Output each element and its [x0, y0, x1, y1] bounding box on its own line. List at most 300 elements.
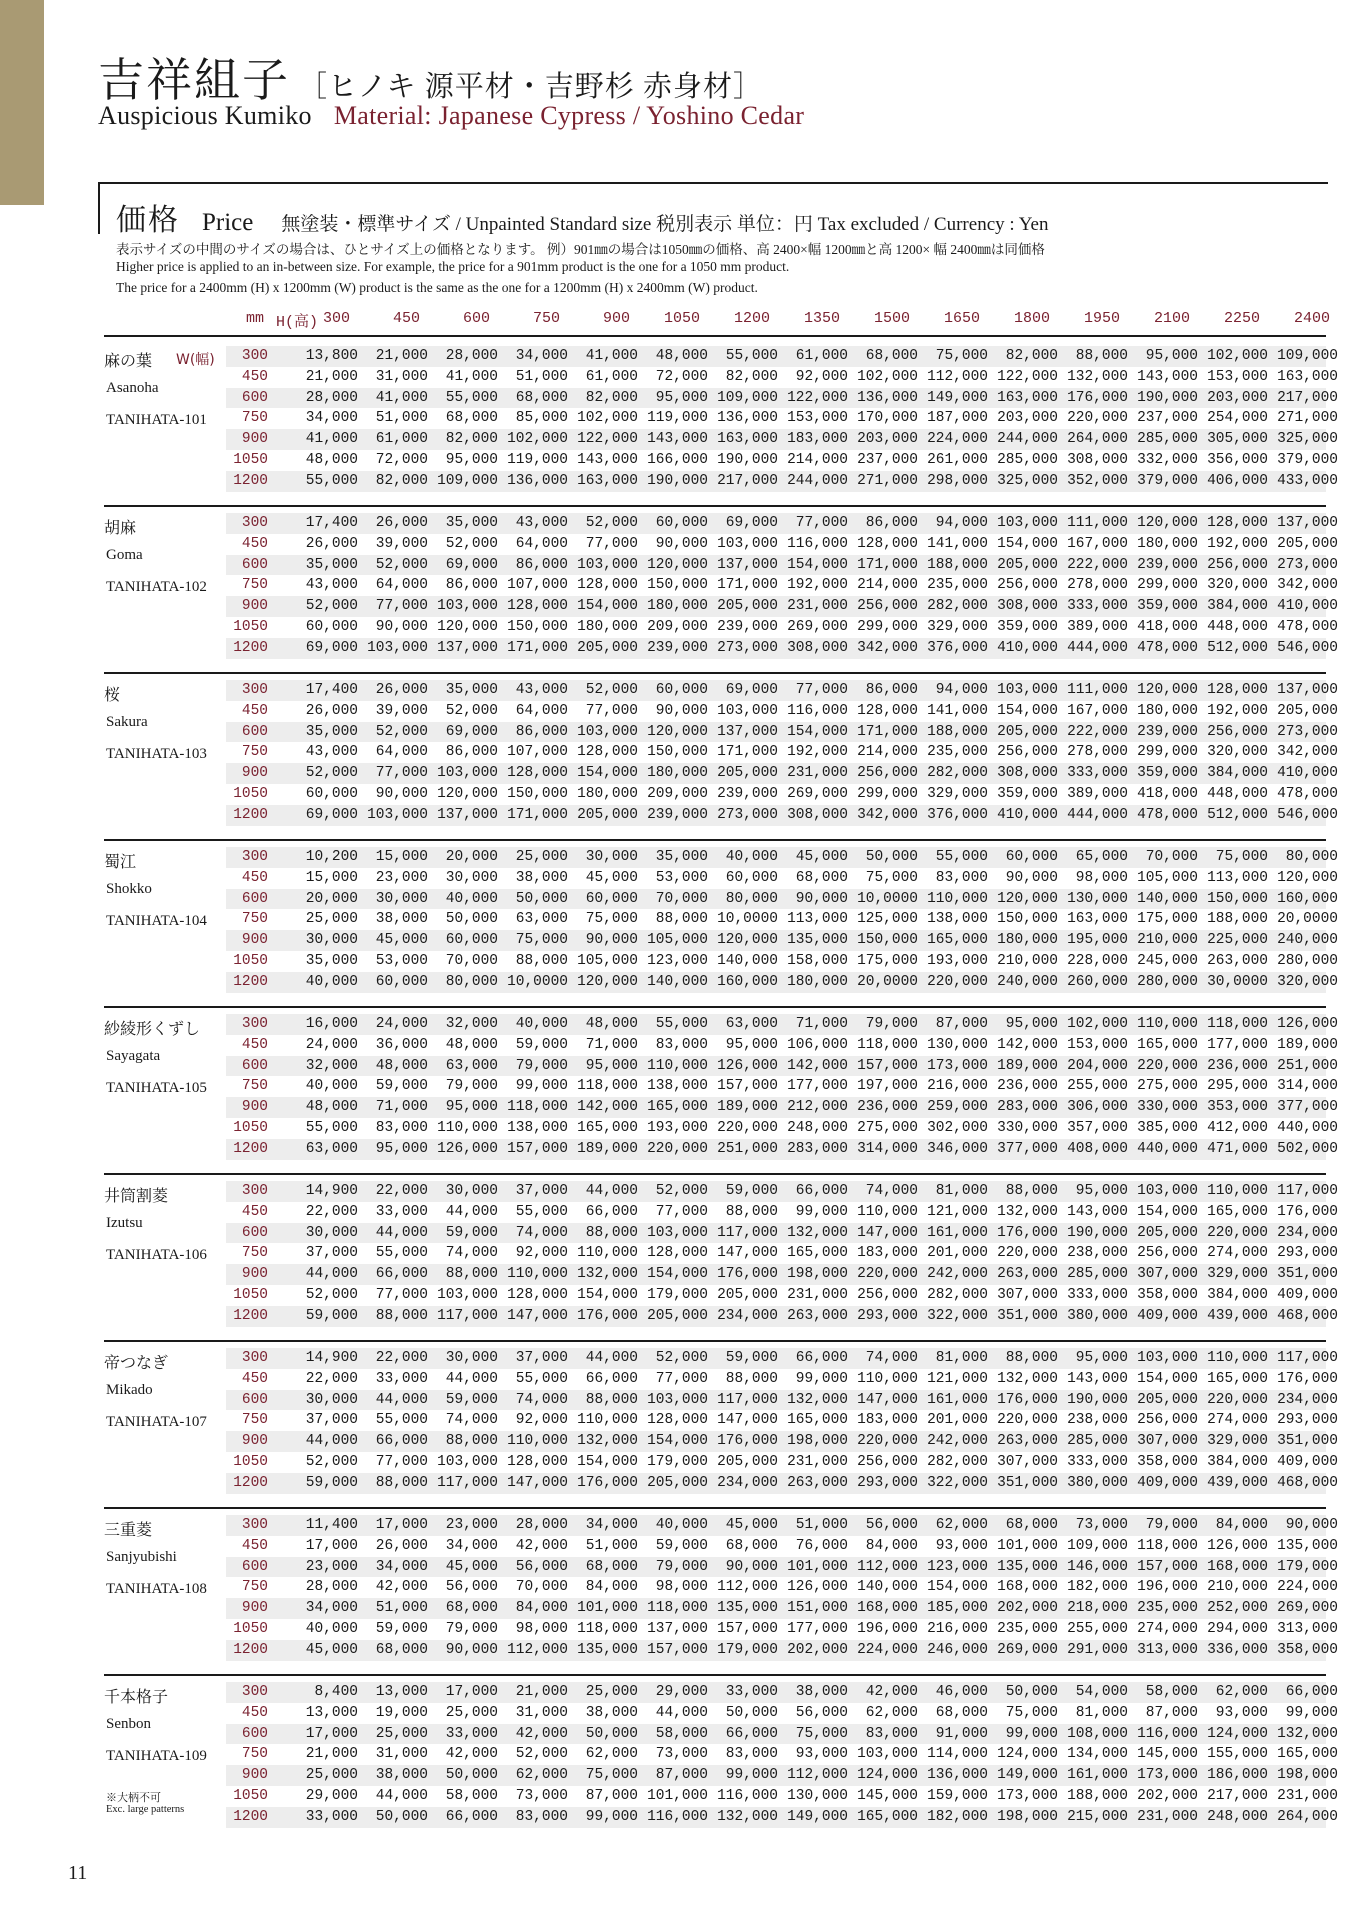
price-cell: 52,000	[515, 1746, 568, 1763]
price-cell: 102,000	[1207, 348, 1268, 364]
price-cell: 91,000	[935, 1725, 988, 1742]
price-cell: 11,400	[305, 1517, 358, 1533]
price-cell: 333,000	[1067, 765, 1128, 782]
price-cell: 58,000	[655, 1725, 708, 1742]
price-cell: 256,000	[1137, 1412, 1198, 1429]
price-cell: 147,000	[717, 1245, 778, 1262]
table-row	[226, 429, 1338, 450]
price-cell: 408,000	[1067, 1140, 1128, 1157]
price-cell: 15,000	[305, 869, 358, 886]
price-cell: 77,000	[375, 598, 428, 615]
table-row	[226, 951, 1338, 972]
price-cell: 285,000	[1067, 1433, 1128, 1450]
price-cell: 209,000	[647, 618, 708, 635]
price-cell: 23,000	[305, 1558, 358, 1575]
price-cell: 114,000	[927, 1746, 988, 1763]
price-cell: 64,000	[515, 535, 568, 552]
price-cell: 330,000	[997, 1119, 1058, 1136]
price-cell: 107,000	[507, 744, 568, 761]
price-cell: 410,000	[1277, 598, 1338, 615]
price-cell: 79,000	[445, 1078, 498, 1095]
price-cell: 263,000	[787, 1474, 848, 1491]
price-cell: 271,000	[857, 472, 918, 489]
price-cell: 66,000	[445, 1808, 498, 1825]
price-cell: 239,000	[1137, 723, 1198, 740]
product-name-en: Sanjyubishi	[106, 1549, 177, 1565]
price-cell: 128,000	[507, 598, 568, 615]
height-header-2400: 2400	[1293, 310, 1330, 327]
price-cell: 171,000	[717, 577, 778, 594]
price-cell: 137,000	[437, 806, 498, 823]
price-cell: 124,000	[997, 1746, 1058, 1763]
price-cell: 105,000	[647, 932, 708, 949]
price-cell: 132,000	[717, 1808, 778, 1825]
price-cell: 28,000	[445, 348, 498, 364]
price-cell: 198,000	[1277, 1767, 1338, 1784]
price-cell: 448,000	[1207, 618, 1268, 635]
price-cell: 163,000	[577, 472, 638, 489]
price-cell: 280,000	[1137, 973, 1198, 990]
price-cell: 143,000	[1067, 1203, 1128, 1220]
price-cell: 235,000	[1137, 1600, 1198, 1617]
table-row	[226, 617, 1338, 638]
price-cell: 25,000	[375, 1725, 428, 1742]
price-cell: 25,000	[585, 1684, 638, 1700]
price-cell: 45,000	[585, 869, 638, 886]
price-cell: 52,000	[445, 702, 498, 719]
price-cell: 112,000	[717, 1579, 778, 1596]
price-cell: 359,000	[1137, 765, 1198, 782]
width-value: 1050	[233, 785, 268, 802]
table-row	[226, 1640, 1338, 1661]
price-cell: 471,000	[1207, 1140, 1268, 1157]
price-cell: 74,000	[865, 1183, 918, 1199]
price-cell: 201,000	[927, 1412, 988, 1429]
price-cell: 205,000	[717, 1453, 778, 1470]
price-cell: 236,000	[1207, 1057, 1268, 1074]
price-cell: 468,000	[1277, 1307, 1338, 1324]
price-cell: 120,000	[577, 973, 638, 990]
price-cell: 53,000	[375, 952, 428, 969]
price-cell: 273,000	[1277, 723, 1338, 740]
price-cell: 238,000	[1067, 1412, 1128, 1429]
price-cell: 41,000	[585, 348, 638, 364]
price-cell: 330,000	[1137, 1099, 1198, 1116]
price-cell: 55,000	[725, 348, 778, 364]
table-row	[226, 784, 1338, 805]
table-row	[226, 1181, 1338, 1202]
price-cell: 142,000	[787, 1057, 848, 1074]
price-cell: 183,000	[787, 431, 848, 448]
width-value: 1050	[233, 618, 268, 635]
price-cell: 134,000	[1067, 1746, 1128, 1763]
price-cell: 68,000	[935, 1704, 988, 1721]
price-cell: 380,000	[1067, 1474, 1128, 1491]
price-cell: 10,200	[305, 849, 358, 865]
price-cell: 75,000	[515, 932, 568, 949]
price-cell: 137,000	[1277, 682, 1338, 698]
price-cell: 46,000	[935, 1684, 988, 1700]
price-cell: 168,000	[1207, 1558, 1268, 1575]
price-cell: 13,800	[305, 348, 358, 364]
price-cell: 165,000	[927, 932, 988, 949]
price-cell: 409,000	[1137, 1307, 1198, 1324]
price-cell: 128,000	[857, 702, 918, 719]
price-cell: 180,000	[1137, 702, 1198, 719]
price-cell: 269,000	[787, 785, 848, 802]
price-cell: 153,000	[1067, 1036, 1128, 1053]
width-value: 600	[241, 1057, 268, 1074]
price-cell: 44,000	[585, 1350, 638, 1366]
price-cell: 83,000	[865, 1725, 918, 1742]
table-row	[226, 1306, 1338, 1327]
price-cell: 108,000	[1067, 1725, 1128, 1742]
height-header-1800: 1800	[1013, 310, 1050, 327]
price-cell: 234,000	[1277, 1224, 1338, 1241]
price-cell: 165,000	[1277, 1746, 1338, 1763]
price-cell: 98,000	[515, 1620, 568, 1637]
price-cell: 44,000	[375, 1787, 428, 1804]
price-cell: 31,000	[375, 368, 428, 385]
price-cell: 117,000	[1277, 1350, 1338, 1366]
price-cell: 44,000	[655, 1704, 708, 1721]
price-cell: 126,000	[1277, 1016, 1338, 1032]
price-cell: 55,000	[655, 1016, 708, 1032]
price-cell: 34,000	[305, 410, 358, 427]
price-cell: 231,000	[787, 765, 848, 782]
price-cell: 60,000	[375, 973, 428, 990]
price-cell: 50,000	[585, 1725, 638, 1742]
product-code: TANIHATA-104	[106, 913, 207, 929]
price-cell: 220,000	[1207, 1224, 1268, 1241]
table-row	[226, 471, 1338, 492]
price-cell: 117,000	[437, 1474, 498, 1491]
price-cell: 210,000	[1137, 932, 1198, 949]
price-cell: 278,000	[1067, 577, 1128, 594]
price-cell: 377,000	[997, 1140, 1058, 1157]
price-cell: 192,000	[1207, 702, 1268, 719]
section-tab	[0, 0, 44, 205]
price-cell: 95,000	[445, 1099, 498, 1116]
price-cell: 179,000	[647, 1453, 708, 1470]
price-cell: 418,000	[1137, 618, 1198, 635]
price-cell: 201,000	[927, 1245, 988, 1262]
price-cell: 52,000	[655, 1183, 708, 1199]
price-cell: 74,000	[445, 1412, 498, 1429]
price-cell: 256,000	[857, 1453, 918, 1470]
price-cell: 220,000	[717, 1119, 778, 1136]
price-cell: 17,000	[375, 1517, 428, 1533]
price-cell: 34,000	[445, 1537, 498, 1554]
price-cell: 188,000	[927, 556, 988, 573]
table-row	[226, 722, 1338, 743]
price-cell: 83,000	[375, 1119, 428, 1136]
price-cell: 88,000	[585, 1391, 638, 1408]
price-cell: 77,000	[795, 515, 848, 531]
price-cell: 412,000	[1207, 1119, 1268, 1136]
price-cell: 106,000	[787, 1036, 848, 1053]
price-cell: 26,000	[375, 682, 428, 698]
column-header	[226, 306, 1330, 331]
price-cell: 31,000	[375, 1746, 428, 1763]
price-cell: 60,000	[655, 515, 708, 531]
price-cell: 77,000	[375, 765, 428, 782]
price-cell: 202,000	[1137, 1787, 1198, 1804]
product-code: TANIHATA-105	[106, 1080, 207, 1096]
price-rows	[226, 1181, 1338, 1327]
price-cell: 145,000	[857, 1787, 918, 1804]
price-cell: 448,000	[1207, 785, 1268, 802]
price-cell: 60,000	[445, 932, 498, 949]
width-value: 1200	[233, 1140, 268, 1157]
product-code: TANIHATA-103	[106, 746, 207, 762]
title-jp: 吉祥組子	[98, 55, 290, 106]
price-cell: 234,000	[717, 1474, 778, 1491]
price-cell: 128,000	[647, 1412, 708, 1429]
price-cell: 82,000	[375, 472, 428, 489]
price-cell: 205,000	[647, 1307, 708, 1324]
price-cell: 161,000	[927, 1224, 988, 1241]
table-row	[226, 1202, 1338, 1223]
price-cell: 101,000	[787, 1558, 848, 1575]
price-cell: 110,000	[577, 1412, 638, 1429]
price-cell: 120,000	[1137, 515, 1198, 531]
price-cell: 45,000	[795, 849, 848, 865]
price-cell: 22,000	[375, 1183, 428, 1199]
price-cell: 273,000	[717, 639, 778, 656]
price-cell: 409,000	[1277, 1286, 1338, 1303]
price-cell: 126,000	[437, 1140, 498, 1157]
table-row	[226, 1118, 1338, 1139]
width-label: W(幅)	[176, 352, 215, 368]
price-cell: 88,000	[725, 1203, 778, 1220]
price-cell: 95,000	[1145, 348, 1198, 364]
price-cell: 105,000	[1137, 869, 1198, 886]
price-cell: 175,000	[857, 952, 918, 969]
price-cell: 82,000	[445, 431, 498, 448]
width-value: 1200	[233, 639, 268, 656]
price-cell: 74,000	[515, 1224, 568, 1241]
price-cell: 128,000	[507, 765, 568, 782]
price-cell: 246,000	[927, 1641, 988, 1658]
price-cell: 433,000	[1277, 472, 1338, 489]
price-cell: 439,000	[1207, 1307, 1268, 1324]
price-cell: 146,000	[1067, 1558, 1128, 1575]
price-cell: 55,000	[305, 1119, 358, 1136]
price-cell: 59,000	[305, 1474, 358, 1491]
price-cell: 103,000	[997, 515, 1058, 531]
height-header-1500: 1500	[873, 310, 910, 327]
price-cell: 69,000	[445, 556, 498, 573]
price-cell: 165,000	[577, 1119, 638, 1136]
price-cell: 20,0000	[1277, 911, 1338, 928]
price-cell: 161,000	[927, 1391, 988, 1408]
price-cell: 55,000	[515, 1203, 568, 1220]
price-cell: 176,000	[717, 1266, 778, 1283]
price-cell: 63,000	[305, 1140, 358, 1157]
price-cell: 143,000	[577, 451, 638, 468]
product-code: TANIHATA-106	[106, 1247, 207, 1263]
price-cell: 333,000	[1067, 1453, 1128, 1470]
price-cell: 61,000	[375, 431, 428, 448]
price-cell: 43,000	[515, 682, 568, 698]
price-cell: 33,000	[725, 1684, 778, 1700]
price-cell: 126,000	[787, 1579, 848, 1596]
price-cell: 103,000	[577, 723, 638, 740]
price-cell: 99,000	[585, 1808, 638, 1825]
price-cell: 254,000	[1207, 410, 1268, 427]
product-name-jp: 三重菱	[104, 1522, 153, 1539]
price-cell: 137,000	[717, 723, 778, 740]
price-cell: 21,000	[305, 1746, 358, 1763]
price-cell: 357,000	[1067, 1119, 1128, 1136]
price-cell: 41,000	[375, 389, 428, 406]
price-cell: 75,000	[1215, 849, 1268, 865]
price-cell: 82,000	[725, 368, 778, 385]
price-cell: 154,000	[1137, 1370, 1198, 1387]
table-row	[226, 1097, 1338, 1118]
price-cell: 176,000	[577, 1307, 638, 1324]
table-row	[226, 742, 1338, 763]
price-cell: 40,000	[655, 1517, 708, 1533]
price-cell: 409,000	[1137, 1474, 1198, 1491]
price-cell: 245,000	[1137, 952, 1198, 969]
price-cell: 30,000	[445, 1350, 498, 1366]
price-cell: 190,000	[1137, 389, 1198, 406]
price-cell: 51,000	[795, 1517, 848, 1533]
price-cell: 23,000	[375, 869, 428, 886]
price-cell: 210,000	[1207, 1579, 1268, 1596]
price-cell: 51,000	[585, 1537, 638, 1554]
table-row	[226, 367, 1338, 388]
price-cell: 147,000	[507, 1474, 568, 1491]
price-cell: 103,000	[997, 682, 1058, 698]
price-cell: 77,000	[375, 1286, 428, 1303]
price-cell: 314,000	[1277, 1078, 1338, 1095]
price-cell: 110,000	[927, 890, 988, 907]
price-cell: 40,000	[515, 1016, 568, 1032]
price-cell: 224,000	[1277, 1579, 1338, 1596]
price-cell: 86,000	[865, 682, 918, 698]
price-cell: 55,000	[375, 1245, 428, 1262]
price-cell: 271,000	[1277, 410, 1338, 427]
price-cell: 103,000	[437, 1286, 498, 1303]
width-value: 1200	[233, 973, 268, 990]
price-cell: 138,000	[647, 1078, 708, 1095]
price-cell: 102,000	[857, 368, 918, 385]
price-cell: 263,000	[787, 1307, 848, 1324]
price-cell: 128,000	[507, 1453, 568, 1470]
price-cell: 64,000	[375, 577, 428, 594]
price-cell: 212,000	[787, 1099, 848, 1116]
price-cell: 30,000	[445, 869, 498, 886]
price-cell: 103,000	[367, 806, 428, 823]
product-code: TANIHATA-101	[106, 412, 207, 428]
price-cell: 147,000	[857, 1391, 918, 1408]
price-cell: 165,000	[787, 1245, 848, 1262]
price-cell: 275,000	[857, 1119, 918, 1136]
width-value: 1050	[233, 952, 268, 969]
price-cell: 269,000	[1277, 1600, 1338, 1617]
price-cell: 77,000	[655, 1203, 708, 1220]
price-cell: 170,000	[857, 410, 918, 427]
price-cell: 51,000	[375, 410, 428, 427]
price-cell: 38,000	[375, 911, 428, 928]
price-cell: 70,000	[515, 1579, 568, 1596]
price-cell: 92,000	[795, 368, 848, 385]
price-cell: 157,000	[857, 1057, 918, 1074]
price-cell: 176,000	[577, 1474, 638, 1491]
price-cell: 26,000	[305, 535, 358, 552]
price-cell: 68,000	[375, 1641, 428, 1658]
price-cell: 103,000	[1137, 1183, 1198, 1199]
price-cell: 50,000	[445, 911, 498, 928]
price-cell: 198,000	[787, 1266, 848, 1283]
width-value: 450	[241, 1203, 268, 1220]
price-cell: 185,000	[927, 1600, 988, 1617]
title-jp-sub: ［ヒノキ 源平材・吉野杉 赤身材］	[298, 71, 764, 103]
price-cell: 103,000	[857, 1746, 918, 1763]
table-row	[226, 972, 1338, 993]
price-cell: 122,000	[577, 431, 638, 448]
price-cell: 55,000	[935, 849, 988, 865]
price-cell: 90,000	[655, 535, 708, 552]
price-cell: 90,000	[725, 1558, 778, 1575]
price-cell: 167,000	[1067, 702, 1128, 719]
price-cell: 50,000	[865, 849, 918, 865]
price-cell: 103,000	[437, 598, 498, 615]
price-cell: 8,400	[314, 1684, 358, 1700]
price-cell: 17,000	[445, 1684, 498, 1700]
price-cell: 171,000	[717, 744, 778, 761]
product-note-en: Exc. large patterns	[106, 1804, 185, 1815]
price-cell: 220,000	[1207, 1391, 1268, 1408]
price-cell: 117,000	[717, 1391, 778, 1408]
price-cell: 13,000	[375, 1684, 428, 1700]
price-cell: 75,000	[585, 911, 638, 928]
price-cell: 263,000	[997, 1266, 1058, 1283]
price-cell: 60,000	[305, 785, 358, 802]
price-cell: 110,000	[507, 1266, 568, 1283]
table-row	[226, 1786, 1338, 1807]
price-cell: 269,000	[997, 1641, 1058, 1658]
price-cell: 130,000	[787, 1787, 848, 1804]
price-cell: 154,000	[997, 702, 1058, 719]
price-cell: 214,000	[857, 744, 918, 761]
table-row	[226, 763, 1338, 784]
price-cell: 236,000	[857, 1099, 918, 1116]
price-cell: 40,000	[305, 973, 358, 990]
price-cell: 205,000	[717, 1286, 778, 1303]
price-cell: 56,000	[795, 1704, 848, 1721]
width-value: 600	[241, 389, 268, 406]
price-cell: 379,000	[1137, 472, 1198, 489]
price-cell: 31,000	[515, 1704, 568, 1721]
price-cell: 82,000	[585, 389, 638, 406]
price-cell: 80,000	[725, 890, 778, 907]
width-value: 1050	[233, 451, 268, 468]
price-cell: 60,000	[1005, 849, 1058, 865]
table-row	[226, 513, 1338, 534]
price-cell: 173,000	[1137, 1767, 1198, 1784]
price-cell: 205,000	[997, 723, 1058, 740]
price-cell: 22,000	[305, 1203, 358, 1220]
price-cell: 278,000	[1067, 744, 1128, 761]
price-cell: 66,000	[725, 1725, 778, 1742]
price-cell: 34,000	[375, 1558, 428, 1575]
price-cell: 48,000	[305, 1099, 358, 1116]
price-cell: 59,000	[725, 1350, 778, 1366]
